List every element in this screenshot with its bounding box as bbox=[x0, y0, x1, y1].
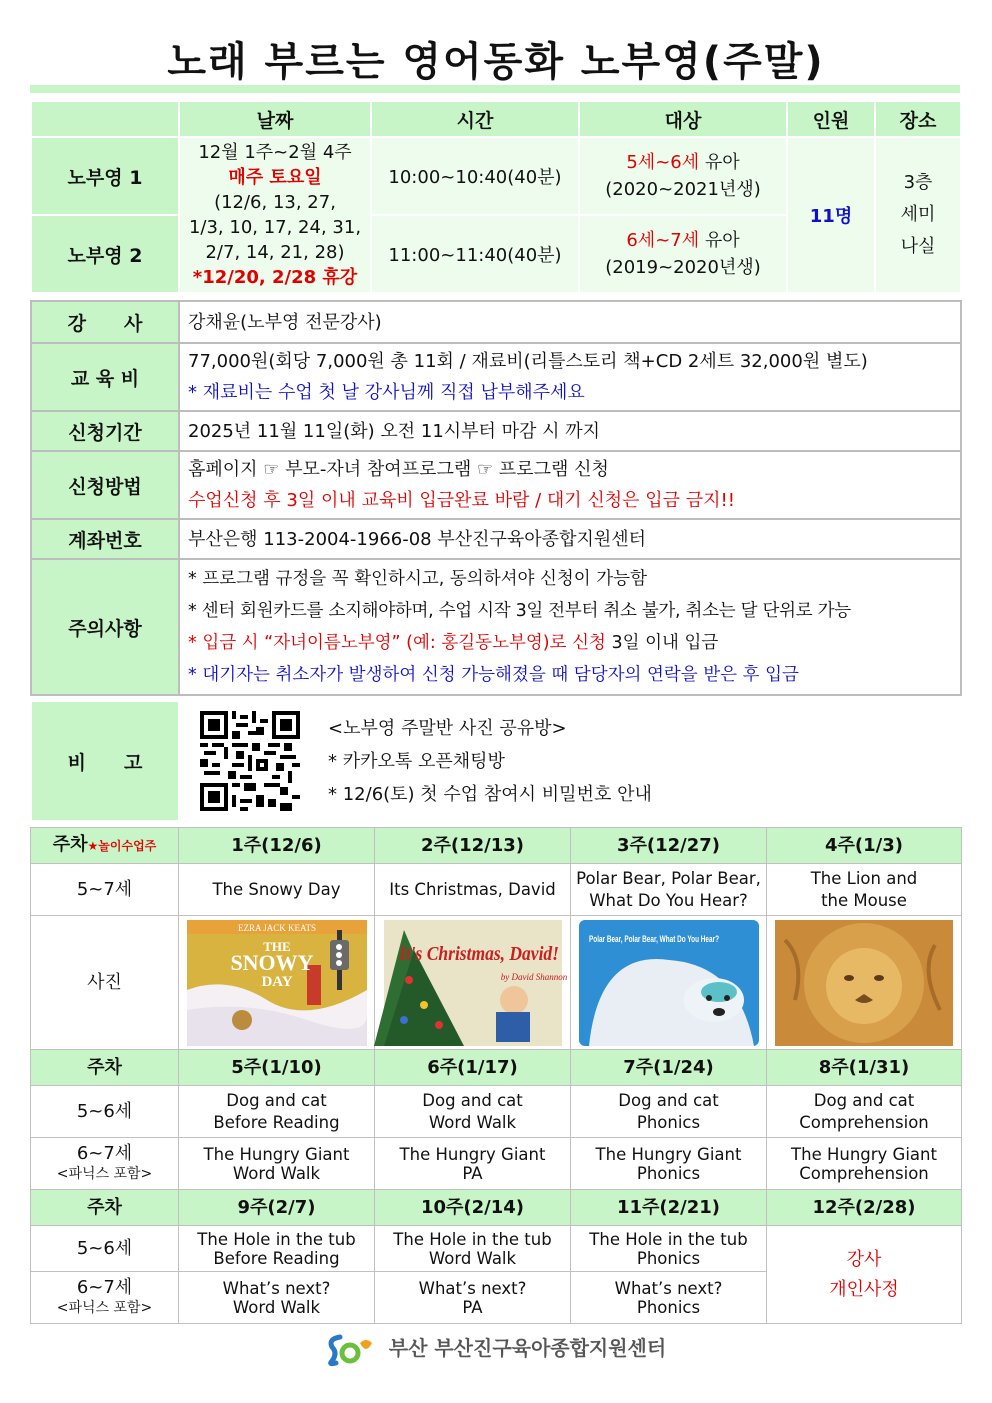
remarks-label: 비 고 bbox=[31, 701, 179, 821]
center-logo-icon bbox=[326, 1333, 376, 1367]
info-table bbox=[30, 300, 962, 696]
svg-text:by David Shannon: by David Shannon bbox=[500, 971, 567, 982]
note-3-rest: 3일 이내 입금 bbox=[605, 633, 719, 653]
lion-mouse-cover-image bbox=[775, 920, 953, 1046]
remarks-line-2: * 카카오톡 오픈채팅방 bbox=[328, 750, 505, 772]
note-3-highlight: * 입금 시 “자녀이름노부영” (예: 홍길동노부영)로 신청 bbox=[188, 633, 606, 653]
fee-line-2: * 재료비는 수업 첫 날 강사님께 직접 납부해주세요 bbox=[188, 382, 585, 403]
schedule-corner bbox=[31, 101, 179, 137]
curriculum-table bbox=[30, 827, 962, 1324]
remarks-line-1: <노부영 주말반 사진 공유방> bbox=[328, 717, 567, 739]
week-header bbox=[31, 828, 179, 864]
method-line-2: 수업신청 후 3일 이내 교육비 입금완료 바람 / 대기 신청은 입금 금지!! bbox=[188, 490, 735, 511]
date-every-saturday: 매주 토요일 bbox=[228, 167, 322, 188]
lesson-9-67: What’s next? Word Walk bbox=[179, 1272, 375, 1324]
photo-label: 사진 bbox=[31, 916, 179, 1050]
date-list-1: (12/6, 13, 27, bbox=[214, 192, 336, 213]
title-underline bbox=[30, 85, 960, 93]
place-line-3: 나실 bbox=[900, 236, 936, 257]
week-10: 10주(2/14) bbox=[375, 1190, 571, 1226]
week-7: 7주(1/24) bbox=[571, 1050, 767, 1086]
header-time: 시간 bbox=[371, 101, 579, 137]
age-6-7-row2: 6~7세 <파닉스 포함> bbox=[31, 1138, 179, 1190]
lesson-8-67: The Hungry Giant Comprehension bbox=[767, 1138, 962, 1190]
fee-label: 교 육 비 bbox=[31, 343, 179, 411]
header-date: 날짜 bbox=[179, 101, 371, 137]
lesson-8-56: Dog and cat Comprehension bbox=[767, 1086, 962, 1138]
class1-birth: (2020~2021년생) bbox=[605, 179, 761, 200]
age-5-7: 5~7세 bbox=[31, 864, 179, 916]
date-list-3: 2/7, 14, 21, 28) bbox=[205, 242, 345, 263]
christmas-david-cover-image bbox=[384, 920, 567, 1046]
week-9: 9주(2/7) bbox=[179, 1190, 375, 1226]
method-value bbox=[179, 451, 961, 519]
svg-text:It's Christmas, David!: It's Christmas, David! bbox=[397, 942, 559, 965]
date-cell bbox=[179, 137, 371, 293]
remarks-line-3: * 12/6(토) 첫 수업 참여시 비밀번호 안내 bbox=[328, 783, 652, 805]
class2-age-suffix: 유아 bbox=[699, 230, 740, 251]
cover-snowy-day bbox=[179, 916, 375, 1050]
week-label: 주차 bbox=[52, 834, 88, 855]
lesson-9-56: The Hole in the tub Before Reading bbox=[179, 1226, 375, 1272]
lesson-11-56: The Hole in the tub Phonics bbox=[571, 1226, 767, 1272]
note-3 bbox=[188, 627, 960, 659]
capacity: 11명 bbox=[787, 137, 875, 293]
class1-age: 5세~6세 bbox=[626, 152, 700, 173]
account-label: 계좌번호 bbox=[31, 519, 179, 559]
week-header-3: 주차 bbox=[31, 1190, 179, 1226]
svg-text:Polar Bear, Polar Bear, What D: Polar Bear, Polar Bear, What Do You Hear? bbox=[588, 933, 719, 944]
schedule-table bbox=[30, 100, 962, 294]
footer-org: 부산진구육아종합지원센터 bbox=[434, 1336, 667, 1360]
svg-text:THE: THE bbox=[262, 938, 291, 954]
age-6-7-row3: 6~7세 <파닉스 포함> bbox=[31, 1272, 179, 1324]
class2-age: 6세~7세 bbox=[626, 230, 700, 251]
week-11: 11주(2/21) bbox=[571, 1190, 767, 1226]
class2-target bbox=[579, 215, 787, 293]
remarks-content bbox=[179, 701, 961, 821]
class2-label: 노부영 2 bbox=[31, 215, 179, 293]
lesson-6-56: Dog and cat Word Walk bbox=[375, 1086, 571, 1138]
period-label: 신청기간 bbox=[31, 411, 179, 451]
header-capacity: 인원 bbox=[787, 101, 875, 137]
lesson-11-67: What’s next? Phonics bbox=[571, 1272, 767, 1324]
week-1: 1주(12/6) bbox=[179, 828, 375, 864]
notes-value bbox=[179, 559, 961, 695]
lesson-10-56: The Hole in the tub Word Walk bbox=[375, 1226, 571, 1272]
remarks-section bbox=[30, 700, 961, 822]
book-1: The Snowy Day bbox=[179, 864, 375, 916]
teacher-label: 강 사 bbox=[31, 301, 179, 343]
page-title: 노래 부르는 영어동화 노부영(주말) bbox=[167, 39, 825, 85]
book-2: Its Christmas, David bbox=[375, 864, 571, 916]
week-2: 2주(12/13) bbox=[375, 828, 571, 864]
teacher-value: 강채윤(노부영 전문강사) bbox=[179, 301, 961, 343]
fee-line-1: 77,000원(회당 7,000원 총 11회 / 재료비(리틀스토리 책+CD 2세트 32,000원 별도) bbox=[188, 351, 868, 372]
week-4: 4주(1/3) bbox=[767, 828, 962, 864]
footer-prefix: 부산 bbox=[388, 1336, 428, 1360]
svg-text:SNOWY: SNOWY bbox=[229, 949, 314, 975]
account-value: 부산은행 113-2004-1966-08 부산진구육아종합지원센터 bbox=[179, 519, 961, 559]
class2-time: 11:00~11:40(40분) bbox=[371, 215, 579, 293]
age-5-6-row2: 5~6세 bbox=[31, 1086, 179, 1138]
week-12: 12주(2/28) bbox=[767, 1190, 962, 1226]
note-4: * 대기자는 취소자가 발생하여 신청 가능해졌을 때 담당자의 연락을 받은 후 입금 bbox=[188, 665, 799, 685]
cover-polar-bear bbox=[571, 916, 767, 1050]
svg-text:EZRA JACK KEATS: EZRA JACK KEATS bbox=[237, 922, 316, 933]
date-list-2: 1/3, 10, 17, 24, 31, bbox=[188, 217, 362, 238]
period-value: 2025년 11월 11일(화) 오전 11시부터 마감 시 까지 bbox=[179, 411, 961, 451]
week-6: 6주(1/17) bbox=[375, 1050, 571, 1086]
week-5: 5주(1/10) bbox=[179, 1050, 375, 1086]
place-line-2: 세미 bbox=[900, 204, 936, 225]
note-2: * 센터 회원카드를 소지해야하며, 수업 시작 3일 전부터 취소 불가, 취소는 달 단위로 가능 bbox=[188, 601, 851, 621]
class1-target bbox=[579, 137, 787, 215]
week-3: 3주(12/27) bbox=[571, 828, 767, 864]
date-holiday: *12/20, 2/28 휴강 bbox=[192, 267, 358, 288]
week-header-2: 주차 bbox=[31, 1050, 179, 1086]
header-place: 장소 bbox=[875, 101, 961, 137]
method-line-1: 홈페이지 ☞ 부모-자녀 참여프로그램 ☞ 프로그램 신청 bbox=[188, 459, 609, 480]
place-line-1: 3층 bbox=[903, 172, 933, 193]
place bbox=[875, 137, 961, 293]
lesson-7-67: The Hungry Giant Phonics bbox=[571, 1138, 767, 1190]
polar-bear-cover-image bbox=[579, 920, 759, 1046]
book-3: Polar Bear, Polar Bear, What Do You Hear? bbox=[571, 864, 767, 916]
book-4: The Lion and the Mouse bbox=[767, 864, 962, 916]
play-week-note: ★놀이수업주 bbox=[87, 839, 157, 853]
class1-age-suffix: 유아 bbox=[699, 152, 740, 173]
lesson-5-67: The Hungry Giant Word Walk bbox=[179, 1138, 375, 1190]
footer bbox=[0, 1332, 992, 1367]
header-target: 대상 bbox=[579, 101, 787, 137]
lesson-5-56: Dog and cat Before Reading bbox=[179, 1086, 375, 1138]
class1-label: 노부영 1 bbox=[31, 137, 179, 215]
week-12-cancelled: 강사 개인사정 bbox=[767, 1226, 962, 1324]
lesson-7-56: Dog and cat Phonics bbox=[571, 1086, 767, 1138]
date-range: 12월 1주~2월 4주 bbox=[198, 142, 352, 163]
lesson-10-67: What’s next? PA bbox=[375, 1272, 571, 1324]
method-label: 신청방법 bbox=[31, 451, 179, 519]
fee-value bbox=[179, 343, 961, 411]
class2-birth: (2019~2020년생) bbox=[605, 257, 761, 278]
notes-label: 주의사항 bbox=[31, 559, 179, 695]
cover-lion-mouse bbox=[767, 916, 962, 1050]
cover-christmas-david bbox=[375, 916, 571, 1050]
age-5-6-row3: 5~6세 bbox=[31, 1226, 179, 1272]
class1-time: 10:00~10:40(40분) bbox=[371, 137, 579, 215]
qr-code-icon[interactable] bbox=[200, 711, 300, 811]
week-8: 8주(1/31) bbox=[767, 1050, 962, 1086]
snowy-day-cover-image bbox=[187, 920, 367, 1046]
svg-text:DAY: DAY bbox=[260, 973, 293, 990]
note-1: * 프로그램 규정을 꼭 확인하시고, 동의하셔야 신청이 가능함 bbox=[188, 569, 647, 589]
lesson-6-67: The Hungry Giant PA bbox=[375, 1138, 571, 1190]
